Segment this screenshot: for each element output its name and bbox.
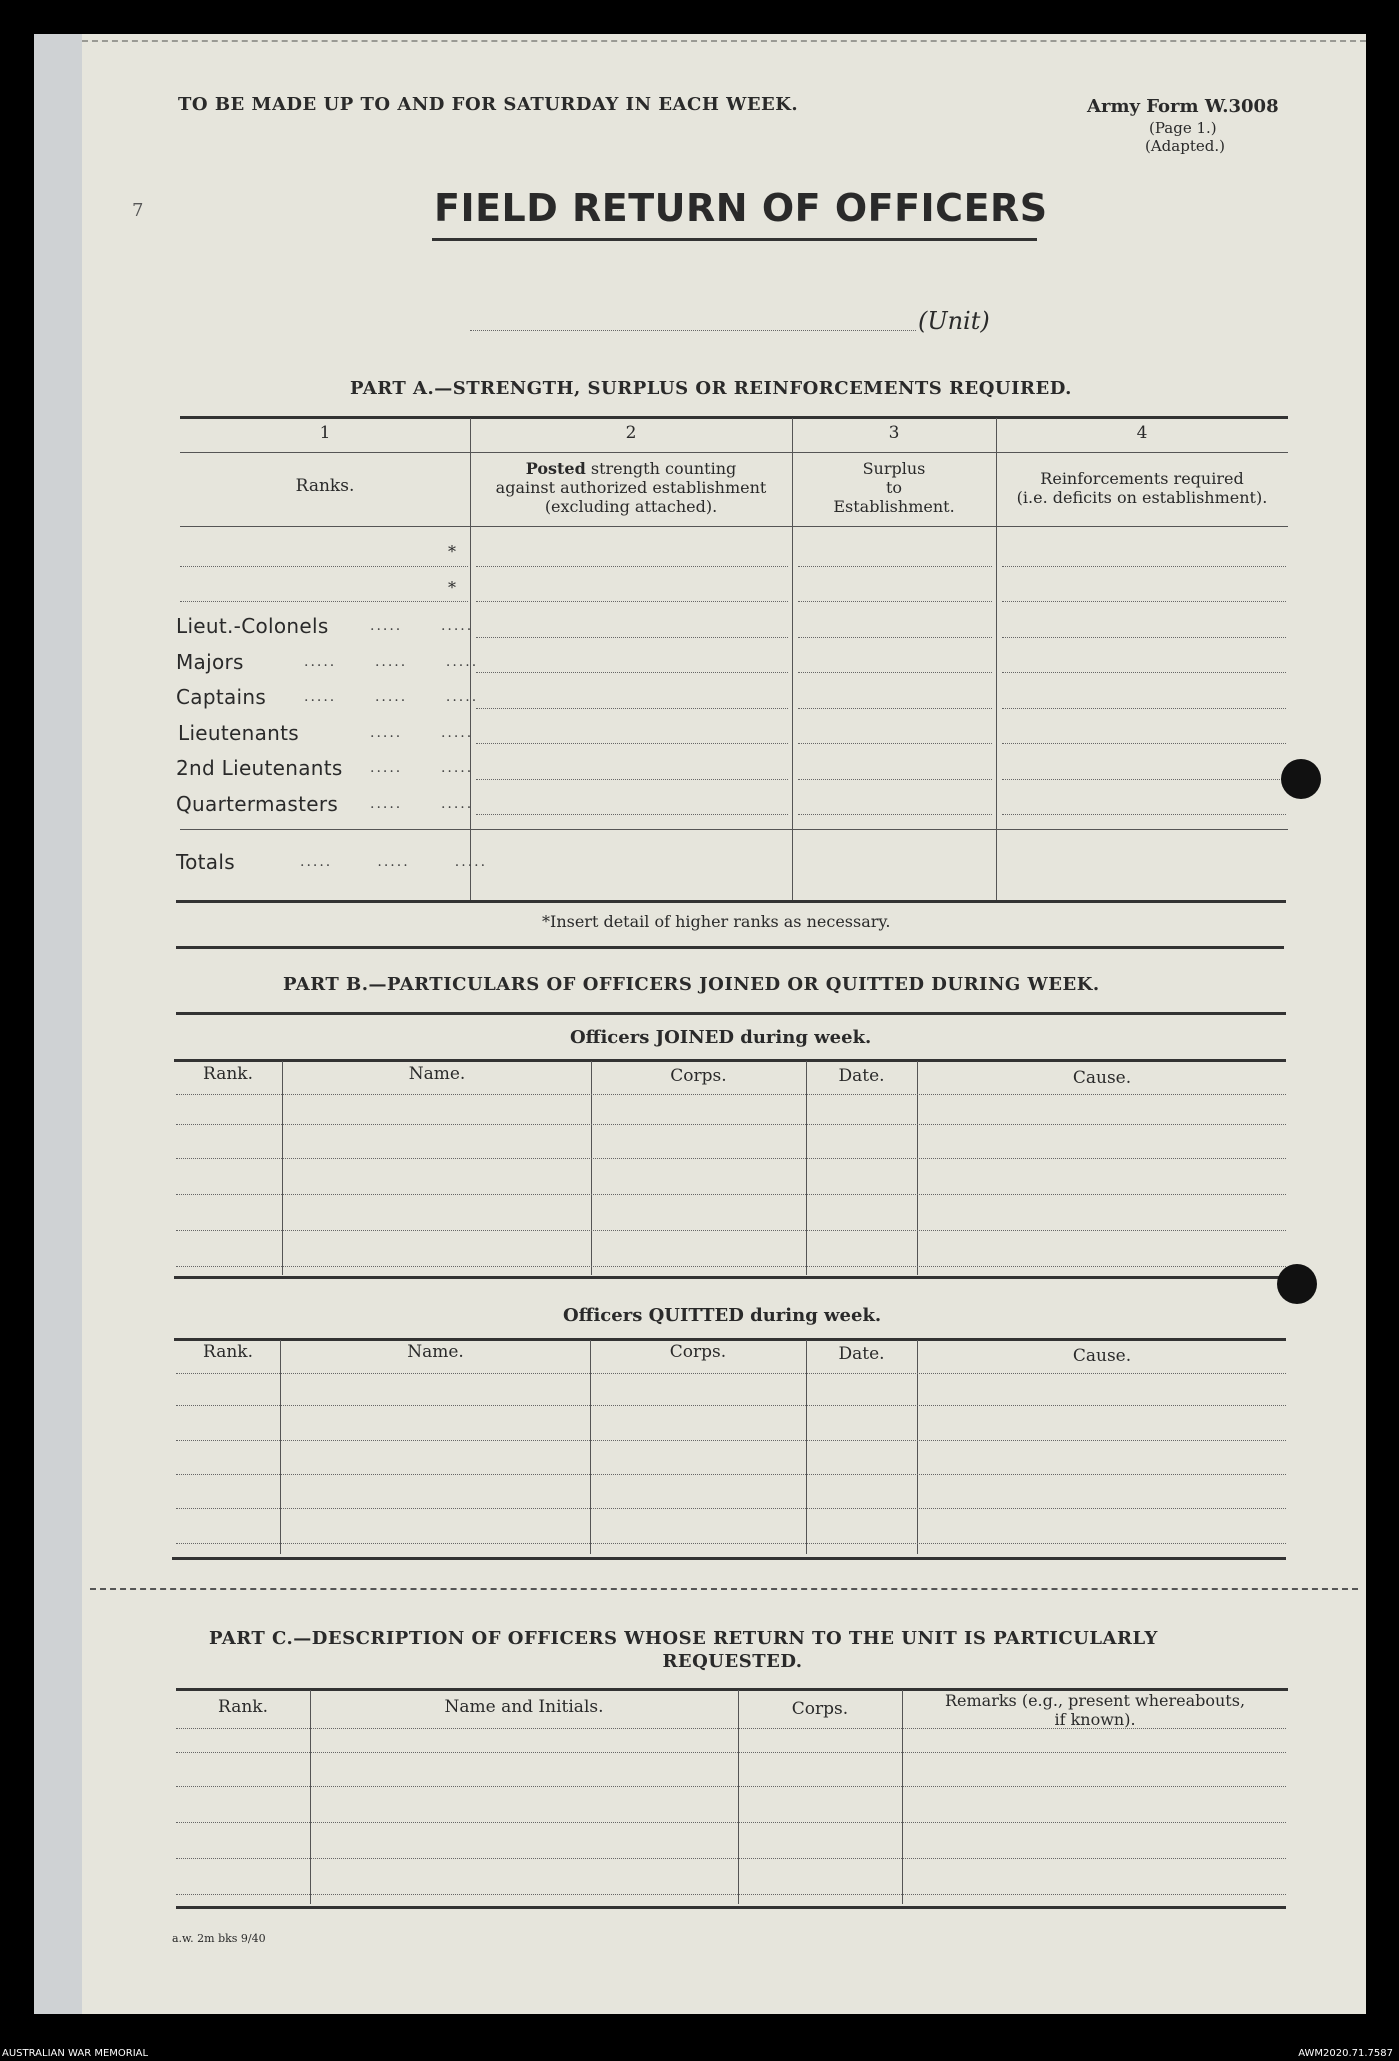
joined-title: Officers JOINED during week.	[570, 1027, 872, 1048]
leader-dots: ..... ..... .....	[304, 654, 479, 670]
joined-col-name: Name.	[408, 1064, 466, 1084]
col-1-number: 1	[319, 423, 331, 443]
table-row[interactable]	[176, 1194, 1286, 1195]
archive-label: AUSTRALIAN WAR MEMORIAL	[2, 2048, 149, 2059]
entry-line[interactable]	[1002, 814, 1286, 815]
table-row[interactable]	[176, 1752, 1286, 1753]
posted-header-line2: against authorized establishment	[495, 478, 767, 497]
entry-line[interactable]	[476, 814, 788, 815]
entry-line[interactable]	[798, 637, 992, 638]
entry-line[interactable]	[798, 672, 992, 673]
part-b-heading: PART B.—PARTICULARS OF OFFICERS JOINED OR QUITTED DURING WEEK.	[283, 974, 1100, 995]
punch-hole-upper	[1281, 759, 1321, 799]
col-number-rule	[180, 452, 1288, 453]
table-row[interactable]	[176, 1543, 1286, 1544]
remarks-line2: if known).	[1054, 1710, 1136, 1729]
quitted-col-corps: Corps.	[669, 1342, 727, 1362]
surplus-header-line1: Surplus	[862, 459, 926, 478]
quitted-col-rank: Rank.	[203, 1342, 253, 1362]
adapted-note: (Adapted.)	[1145, 137, 1225, 155]
totals-top-rule	[180, 829, 1288, 830]
leader-dots: ..... .....	[370, 725, 474, 741]
col-2-number: 2	[625, 423, 637, 443]
entry-line[interactable]	[476, 743, 788, 744]
joined-col-rank: Rank.	[203, 1064, 253, 1084]
table-row[interactable]	[176, 1124, 1286, 1125]
part-c-divider-3	[902, 1690, 903, 1904]
entry-line[interactable]	[1002, 637, 1286, 638]
form-number: Army Form W.3008	[1087, 96, 1279, 117]
quitted-col-name: Name.	[407, 1342, 464, 1362]
part-c-col-corps: Corps.	[791, 1699, 849, 1719]
rank-lieutenants: Lieutenants	[178, 721, 299, 745]
table-row[interactable]	[176, 1405, 1286, 1406]
entry-line[interactable]	[1002, 779, 1286, 780]
asterisk-row-2-line[interactable]	[180, 601, 468, 602]
part-c-heading-line1: PART C.—DESCRIPTION OF OFFICERS WHOSE RETURN TO THE UNIT IS PARTICULARLY	[209, 1628, 1158, 1649]
quitted-table-top-rule	[174, 1338, 1286, 1341]
unit-label: (Unit)	[918, 307, 990, 335]
footnote: *Insert detail of higher ranks as necessary.	[542, 912, 891, 931]
posted-header-line1: strength counting	[585, 459, 737, 478]
entry-line[interactable]	[1002, 566, 1286, 567]
surplus-header-line2: to	[885, 478, 903, 497]
entry-line[interactable]	[476, 601, 788, 602]
posted-header-line3: (excluding attached).	[544, 497, 718, 516]
col-4-number: 4	[1136, 423, 1148, 443]
table-row[interactable]	[176, 1158, 1286, 1159]
table-row[interactable]	[176, 1894, 1286, 1895]
page-note: (Page 1.)	[1149, 119, 1217, 137]
part-c-col-name: Name and Initials.	[444, 1697, 604, 1717]
print-code: a.w. 2m bks 9/40	[172, 1932, 266, 1945]
leader-dots: ..... ..... .....	[304, 689, 479, 705]
leader-dots: ..... .....	[370, 618, 474, 634]
entry-line[interactable]	[798, 601, 992, 602]
side-mark: 7	[132, 200, 144, 221]
surplus-header-line3: Establishment.	[833, 497, 955, 516]
table-row[interactable]	[176, 1094, 1286, 1095]
entry-line[interactable]	[798, 814, 992, 815]
ranks-header: Ranks.	[295, 476, 355, 496]
part-c-heading-line2: REQUESTED.	[662, 1651, 803, 1672]
entry-line[interactable]	[1002, 708, 1286, 709]
entry-line[interactable]	[1002, 672, 1286, 673]
table-row[interactable]	[176, 1230, 1286, 1231]
entry-line[interactable]	[476, 672, 788, 673]
part-a-end-rule	[176, 946, 1284, 949]
header-bottom-rule	[180, 526, 1288, 527]
rank-majors: Majors	[176, 650, 244, 674]
leader-dots: ..... ..... .....	[300, 854, 488, 870]
col-3-number: 3	[888, 423, 900, 443]
accession-number: AWM2020.71.7587	[1298, 2048, 1393, 2059]
entry-line[interactable]	[476, 637, 788, 638]
table-row[interactable]	[176, 1728, 1286, 1729]
punch-hole-lower	[1277, 1264, 1317, 1304]
joined-col-date: Date.	[838, 1066, 885, 1086]
part-a-bottom-rule	[176, 900, 1286, 903]
joined-col-corps: Corps.	[670, 1066, 727, 1086]
page-title: FIELD RETURN OF OFFICERS	[434, 186, 1048, 230]
rank-captains: Captains	[176, 685, 267, 709]
entry-line[interactable]	[476, 566, 788, 567]
part-b-top-rule	[176, 1012, 1286, 1015]
surplus-header	[792, 459, 996, 516]
title-underline	[432, 238, 1037, 241]
entry-line[interactable]	[798, 743, 992, 744]
joined-table-bottom-rule	[174, 1276, 1286, 1279]
leader-dots: ..... .....	[370, 760, 474, 776]
remarks-line1: Remarks (e.g., present whereabouts,	[944, 1691, 1246, 1710]
joined-col-cause: Cause.	[1072, 1068, 1132, 1088]
asterisk-row-1-mark: *	[448, 542, 456, 561]
asterisk-row-1-line[interactable]	[180, 566, 468, 567]
rank-quartermasters: Quartermasters	[176, 792, 339, 816]
quitted-table-bottom-rule	[172, 1557, 1286, 1560]
entry-line[interactable]	[476, 779, 788, 780]
tear-off-line	[90, 1588, 1358, 1590]
part-a-heading: PART A.—STRENGTH, SURPLUS OR REINFORCEMENTS REQUIRED.	[350, 378, 1072, 399]
unit-field-line[interactable]	[470, 330, 916, 331]
instruction-text: TO BE MADE UP TO AND FOR SATURDAY IN EACH WEEK.	[178, 94, 799, 115]
table-row[interactable]	[176, 1822, 1286, 1823]
table-row[interactable]	[176, 1858, 1286, 1859]
part-a-top-rule	[180, 416, 1288, 419]
leader-dots: ..... .....	[370, 796, 474, 812]
reinforcements-header-line2: (i.e. deficits on establishment).	[1016, 488, 1268, 507]
posted-word: Posted	[525, 459, 586, 478]
table-row[interactable]	[176, 1508, 1286, 1509]
table-row[interactable]	[176, 1266, 1286, 1267]
table-row[interactable]	[176, 1440, 1286, 1441]
reinforcements-header	[996, 469, 1288, 507]
paper-margin-strip	[34, 34, 82, 2014]
asterisk-row-2-mark: *	[448, 578, 456, 597]
quitted-title: Officers QUITTED during week.	[563, 1305, 882, 1326]
entry-line[interactable]	[1002, 601, 1286, 602]
entry-line[interactable]	[476, 708, 788, 709]
entry-line[interactable]	[798, 779, 992, 780]
table-row[interactable]	[176, 1474, 1286, 1475]
part-c-bottom-rule	[176, 1906, 1286, 1909]
part-c-col-remarks	[902, 1691, 1288, 1729]
part-c-divider-2	[738, 1690, 739, 1904]
reinforcements-header-line1: Reinforcements required	[1040, 469, 1244, 488]
part-c-col-rank: Rank.	[218, 1697, 268, 1717]
totals-label: Totals	[176, 850, 235, 874]
entry-line[interactable]	[798, 708, 992, 709]
table-row[interactable]	[176, 1786, 1286, 1787]
perforated-top-edge	[82, 40, 1366, 42]
part-a-col-divider-2	[792, 418, 793, 900]
part-a-col-divider-3	[996, 418, 997, 900]
joined-table-top-rule	[174, 1059, 1286, 1062]
quitted-col-date: Date.	[838, 1344, 885, 1364]
table-row[interactable]	[176, 1373, 1286, 1374]
entry-line[interactable]	[798, 566, 992, 567]
entry-line[interactable]	[1002, 743, 1286, 744]
part-c-divider-1	[310, 1690, 311, 1904]
quitted-col-cause: Cause.	[1072, 1346, 1132, 1366]
rank-2nd-lieutenants: 2nd Lieutenants	[176, 756, 343, 780]
posted-strength-header	[470, 459, 792, 516]
rank-lieut-colonels: Lieut.-Colonels	[176, 614, 329, 638]
